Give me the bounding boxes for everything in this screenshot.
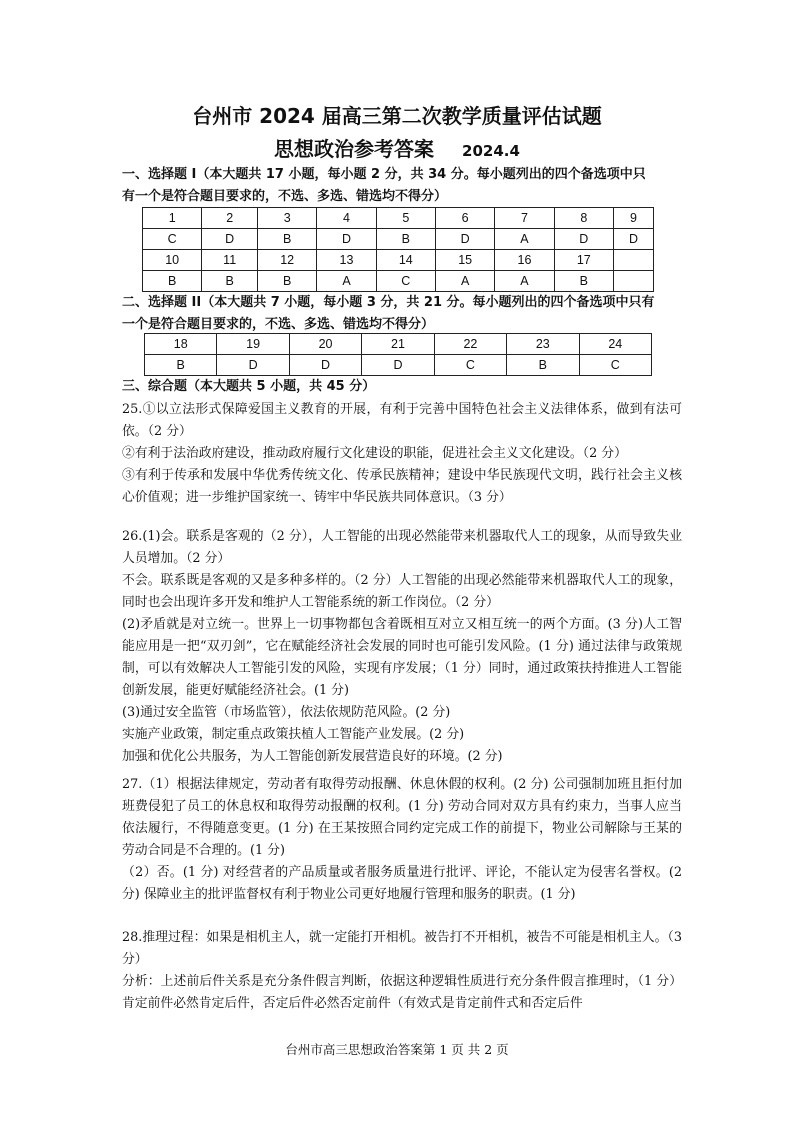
table-cell: 3 [258, 208, 317, 229]
table-cell: B [258, 271, 317, 292]
section2-heading-line1: 二、选择题 II（本大题共 7 小题，每小题 3 分，共 21 分。每小题列出的四个备选项中只有 [122, 295, 655, 310]
answer-table-1 [142, 207, 654, 292]
table-cell: D [217, 355, 289, 376]
answer-26-part2: 不会。联系既是客观的又是多种多样的。（2 分）人工智能的出现必然能带来机器取代人工的现象，同时也会出现许多开发和维护人工智能系统的新工作岗位。（2 分） [122, 573, 682, 610]
table-cell: 1 [143, 208, 202, 229]
answer-26 [122, 526, 682, 768]
table-row [143, 271, 654, 292]
table-cell: 21 [362, 334, 434, 355]
section3-heading: 三、综合题（本大题共 5 小题，共 45 分） [122, 379, 376, 394]
table-cell [613, 271, 653, 292]
table-cell: D [317, 229, 376, 250]
table-row [145, 355, 652, 376]
table-row [143, 229, 654, 250]
table-cell: 23 [507, 334, 579, 355]
table-cell: 13 [317, 250, 376, 271]
table-cell: 6 [435, 208, 494, 229]
table-cell [613, 250, 653, 271]
table-cell: D [362, 355, 434, 376]
answer-25 [122, 399, 682, 509]
table-cell: 5 [376, 208, 435, 229]
answer-28-part1: 28.推理过程：如果是相机主人，就一定能打开相机。被告打不开相机，被告不可能是相机主人。（3 分） [122, 930, 682, 967]
table-cell: B [507, 355, 579, 376]
answer-25-part3: ③有利于传承和发展中华优秀传统文化、传承民族精神；建设中华民族现代文明，践行社会主义核心价值观；进一步维护国家统一、铸牢中华民族共同体意识。（3 分） [122, 468, 682, 505]
table-cell: 19 [217, 334, 289, 355]
answer-27-part2: （2）否。(1 分) 对经营者的产品质量或者服务质量进行批评、评论，不能认定为侵害名誉权。(2 分) 保障业主的批评监督权有利于物业公司更好地履行管理和服务的职责。(1 分) [122, 865, 682, 902]
table-cell: C [579, 355, 651, 376]
section1-heading-line2: 有一个是符合题目要求的，不选、多选、错选均不得分） [122, 189, 448, 204]
table-cell: 12 [258, 250, 317, 271]
table-cell: B [258, 229, 317, 250]
table-row [143, 208, 654, 229]
table-cell: D [435, 229, 494, 250]
table-cell: 8 [554, 208, 613, 229]
answer-26-part1: 26.(1)会。联系是客观的（2 分），人工智能的出现必然能带来机器取代人工的现象，从而导致失业人员增加。（2 分） [122, 529, 682, 566]
table-cell: A [495, 229, 554, 250]
table-cell: C [143, 229, 202, 250]
table-cell: D [613, 229, 653, 250]
answer-26-part3: (2)矛盾就是对立统一。世界上一切事物都包含着既相互对立又相互统一的两个方面。(3 分)人工智能应用是一把“双刃剑”，它在赋能经济社会发展的同时也可能引发风险。(1 分) 通过法律与政策规制，可以有效解决人工智能引发的风险，实现有序发展；（1 分）同时，通过政策扶持推进人工智能创新发展，能更好赋能经济社会。(1 分) [122, 617, 682, 698]
table-cell: B [554, 271, 613, 292]
table-cell: D [289, 355, 361, 376]
section2-heading [122, 292, 682, 336]
table-cell: D [554, 229, 613, 250]
table-cell: A [435, 271, 494, 292]
subtitle-text: 思想政治参考答案 [274, 137, 435, 161]
table-cell: 16 [495, 250, 554, 271]
answer-28 [122, 927, 682, 1015]
answer-table-2 [144, 333, 652, 376]
table-cell: 24 [579, 334, 651, 355]
table-cell: 15 [435, 250, 494, 271]
table-cell: 22 [434, 334, 506, 355]
table-cell: A [317, 271, 376, 292]
table-cell: 18 [145, 334, 217, 355]
table-cell: 20 [289, 334, 361, 355]
section2-heading-line2: 一个是符合题目要求的，不选、多选、错选均不得分） [122, 317, 435, 332]
section1-heading-line1: 一、选择题 I（本大题共 17 小题，每小题 2 分，共 34 分。每小题列出的四个备选项中只 [122, 167, 646, 182]
table-cell: C [376, 271, 435, 292]
answer-26-part5: 实施产业政策，制定重点政策扶植人工智能产业发展。(2 分) [122, 727, 465, 742]
table-row [143, 250, 654, 271]
table-cell: B [143, 271, 202, 292]
answer-27-part1: 27.（1）根据法律规定，劳动者有取得劳动报酬、休息休假的权利。(2 分) 公司强制加班且拒付加班费侵犯了员工的休息权和取得劳动报酬的权利。(1 分) 劳动合同对双方具有约束力，当事人应当依法履行，不得随意变更。(1 分) 在王某按照合同约定完成工作的前提下，物业公司解除与王某的劳动合同是不合理的。(1 分) [122, 777, 682, 858]
table-cell: 7 [495, 208, 554, 229]
table-cell: D [202, 229, 258, 250]
document-date: 2024.4 [462, 142, 520, 160]
answer-26-part4: (3)通过安全监管（市场监管），依法依规防范风险。(2 分) [122, 705, 451, 720]
answer-25-part2: ②有利于法治政府建设，推动政府履行文化建设的职能，促进社会主义文化建设。（2 分） [122, 446, 627, 461]
document-title: 台州市 2024 届高三第二次教学质量评估试题 [192, 104, 602, 128]
section1-heading [122, 164, 682, 208]
table-cell: 14 [376, 250, 435, 271]
document-subtitle [0, 133, 794, 162]
table-cell: 17 [554, 250, 613, 271]
table-cell: B [202, 271, 258, 292]
table-row [145, 334, 652, 355]
table-cell: C [434, 355, 506, 376]
table-cell: B [376, 229, 435, 250]
answer-25-part1: 25.①以立法形式保障爱国主义教育的开展，有利于完善中国特色社会主义法律体系，做到有法可依。（2 分） [122, 402, 682, 439]
answer-26-part6: 加强和优化公共服务，为人工智能创新发展营造良好的环境。(2 分) [122, 749, 503, 764]
table-cell: B [145, 355, 217, 376]
table-cell: 4 [317, 208, 376, 229]
page-footer: 台州市高三思想政治答案第 1 页 共 2 页 [285, 1042, 509, 1057]
table-cell: 11 [202, 250, 258, 271]
answer-27 [122, 774, 682, 906]
table-cell: 9 [613, 208, 653, 229]
table-cell: 2 [202, 208, 258, 229]
table-cell: A [495, 271, 554, 292]
answer-28-part2: 分析：上述前后件关系是充分条件假言判断，依据这种逻辑性质进行充分条件假言推理时，（1 分）肯定前件必然肯定后件，否定后件必然否定前件（有效式是肯定前件式和否定后件 [122, 974, 682, 1011]
table-cell: 10 [143, 250, 202, 271]
